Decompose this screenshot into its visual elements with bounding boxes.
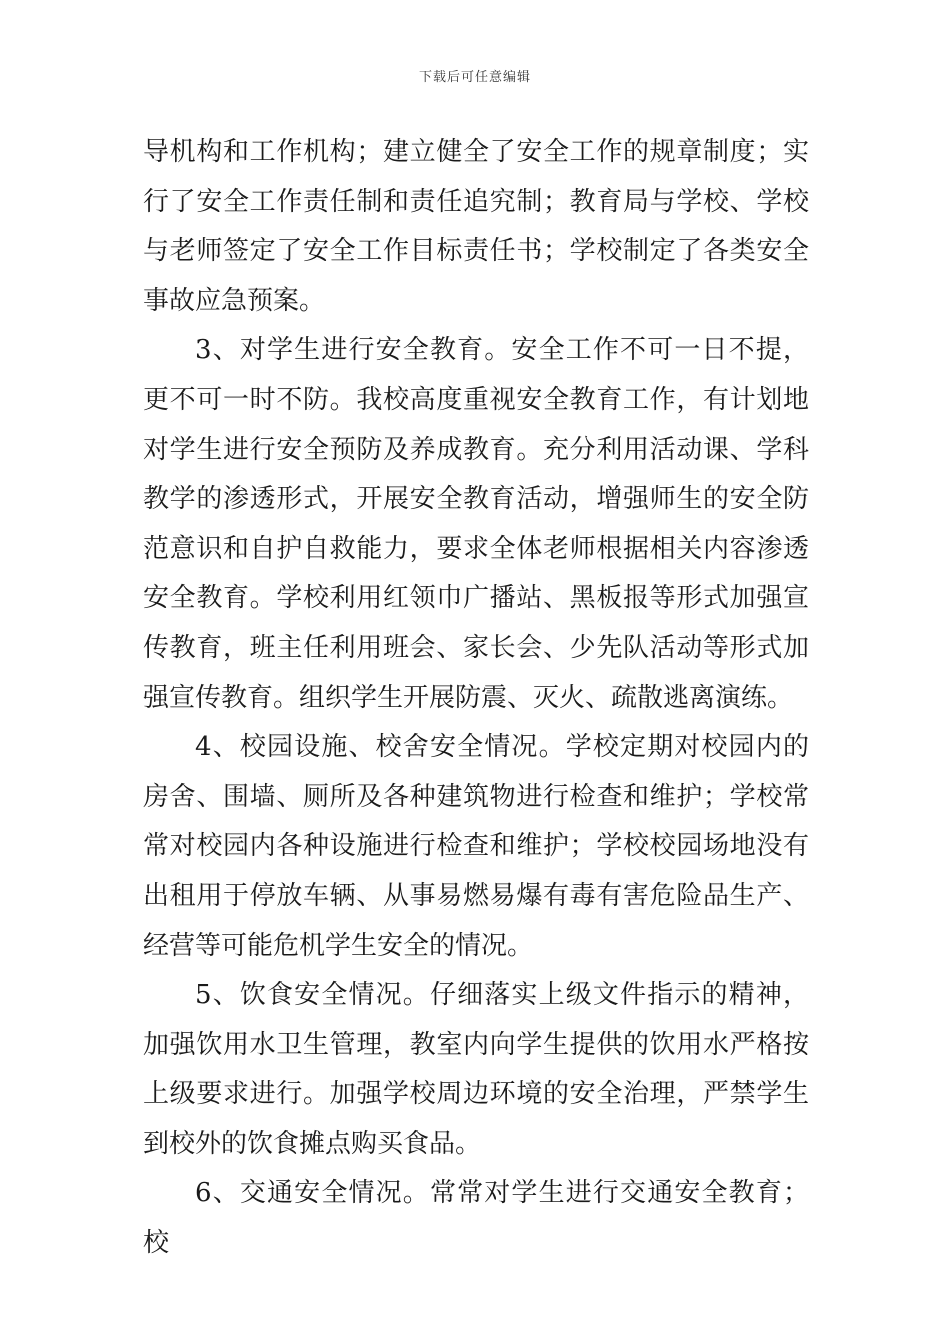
page-header: 下载后可任意编辑 <box>418 70 531 85</box>
paragraph-1: 导机构和工作机构；建立健全了安全工作的规章制度；实行了安全工作责任制和责任追究制；教育局与学校、学校与老师签定了安全工作目标责任书；学校制定了各类安全事故应急预案。 <box>143 137 809 316</box>
paragraph-5: 6、交通安全情况。常常对学生进行交通安全教育；校 <box>143 1178 809 1259</box>
paragraph-4: 5、饮食安全情况。仔细落实上级文件指示的精神，加强饮用水卫生管理，教室内向学生提供的饮用水严格按上级要求进行。加强学校周边环境的安全治理，严禁学生到校外的饮食摊点购买食品。 <box>143 980 809 1159</box>
document-body <box>143 128 809 1269</box>
paragraph-2: 3、对学生进行安全教育。安全工作不可一日不提，更不可一时不防。我校高度重视安全教育工作，有计划地对学生进行安全预防及养成教育。充分利用活动课、学科教学的渗透形式，开展安全教育活动，增强师生的安全防范意识和自护自救能力，要求全体老师根据相关内容渗透安全教育。学校利用红领巾广播站、黑板报等形式加强宣传教育，班主任利用班会、家长会、少先队活动等形式加强宣传教育。组织学生开展防震、灭火、疏散逃离演练。 <box>143 335 809 713</box>
paragraph-3: 4、校园设施、校舍安全情况。学校定期对校园内的房舍、围墙、厕所及各种建筑物进行检查和维护；学校常常对校园内各种设施进行检查和维护；学校校园场地没有出租用于停放车辆、从事易燃易爆有毒有害危险品生产、经营等可能危机学生安全的情况。 <box>143 732 809 961</box>
